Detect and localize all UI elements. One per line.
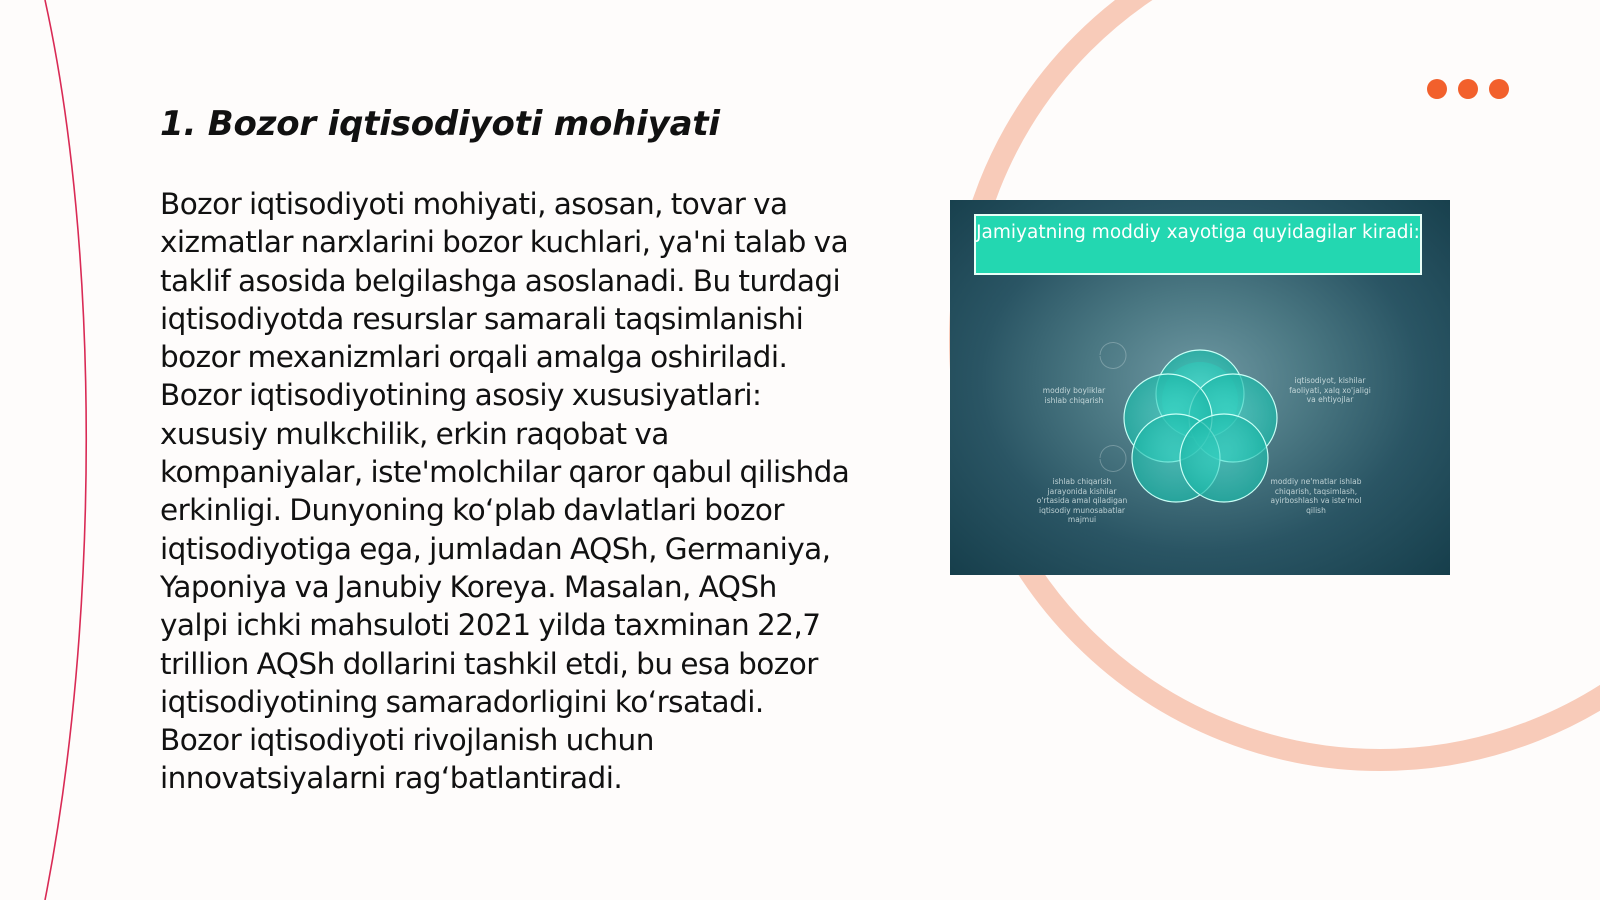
dot-icon (1458, 79, 1478, 99)
picture-label-bottom-left: ishlab chiqarish jarayonida kishilar o'rtasida amal qiladigan iqtisodiy munosabatlar majmui (1036, 477, 1128, 524)
left-curve-line (45, 0, 86, 900)
dot-icon (1427, 79, 1447, 99)
slide-picture (950, 200, 1450, 575)
picture-label-bottom-right: moddiy ne'matlar ishlab chiqarish, taqsimlash, ayirboshlash va iste'mol qilish (1270, 477, 1362, 515)
slide-title: 1. Bozor iqtisodiyoti mohiyati (160, 104, 720, 144)
picture-banner: Jamiyatning moddiy xayotiga quyidagilar kiradi: (974, 214, 1422, 275)
picture-label-left: moddiy boyliklar ishlab chiqarish (1042, 386, 1106, 405)
three-dots-icon (1427, 79, 1509, 99)
picture-label-right: iqtisodiyot, kishilar faoliyati, xalq xo'jaligi va ehtiyojlar (1289, 376, 1371, 404)
dot-icon (1489, 79, 1509, 99)
venn-circle-bottom-right (1180, 414, 1268, 502)
slide-body-text: Bozor iqtisodiyoti mohiyati, asosan, tovar va xizmatlar narxlarini bozor kuchlari, ya'ni talab va taklif asosida belgilashga asoslanadi. Bu turdagi iqtisodiyotda resurslar samarali taqsimlanishi bozor mexanizmlari orqali amalga oshiriladi. Bozor iqtisodiyotining asosiy xususiyatlari: xususiy mulkchilik, erkin raqobat va kompaniyalar, iste'molchilar qaror qabul qilishda erkinligi. Dunyoning ko‘plab davlatlari bozor iqtisodiyotiga ega, jumladan AQSh, Germaniya, Yaponiya va Janubiy Koreya. Masalan, AQSh yalpi ichki mahsuloti 2021 yilda taxminan 22,7 trillion AQSh dollarini tashkil etdi, bu esa bozor iqtisodiyotining samaradorligini ko‘rsatadi. Bozor iqtisodiyoti rivojlanish uchun innovatsiyalarni rag‘batlantiradi. (160, 187, 850, 796)
